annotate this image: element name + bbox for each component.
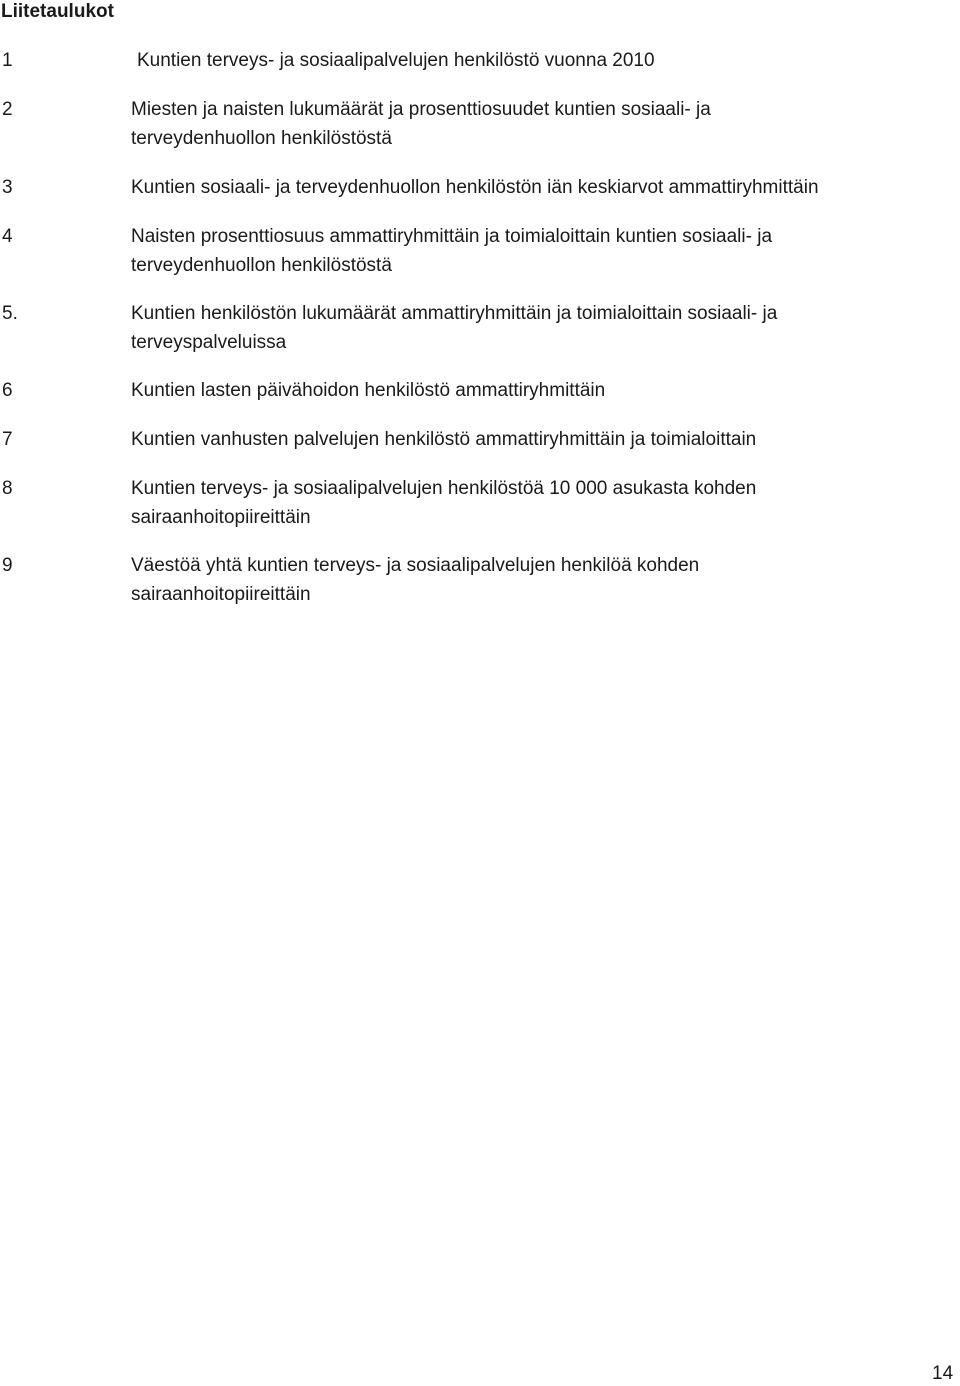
item-number: 5. <box>2 303 18 324</box>
item-number: 7 <box>2 429 13 450</box>
item-title: Naisten prosenttiosuus ammattiryhmittäin ja toimialoittain kuntien sosiaali- ja terveydenhuollon henkilöstöstä <box>131 226 773 276</box>
item-title: Kuntien sosiaali- ja terveydenhuollon henkilöstön iän keskiarvot ammattiryhmittäin <box>131 177 819 198</box>
item-title: Kuntien henkilöstön lukumäärät ammattiryhmittäin ja toimialoittain sosiaali- ja terveyspalveluissa <box>131 303 778 353</box>
page-heading: Liitetaulukot <box>1 1 114 22</box>
item-number: 4 <box>2 226 13 247</box>
item-title: Väestöä yhtä kuntien terveys- ja sosiaalipalvelujen henkilöä kohden sairaanhoitopiireittäin <box>131 555 700 605</box>
item-title: Miesten ja naisten lukumäärät ja prosenttiosuudet kuntien sosiaali- ja terveydenhuollon henkilöstöstä <box>131 99 711 149</box>
page-number: 14 <box>932 1363 954 1384</box>
item-number: 1 <box>2 50 13 71</box>
item-number: 6 <box>2 380 13 401</box>
item-title: Kuntien terveys- ja sosiaalipalvelujen henkilöstöä 10 000 asukasta kohden sairaanhoitopiireittäin <box>131 478 757 528</box>
item-number: 3 <box>2 177 13 198</box>
item-number: 2 <box>2 99 13 120</box>
item-title: Kuntien terveys- ja sosiaalipalvelujen henkilöstö vuonna 2010 <box>137 50 655 71</box>
item-number: 9 <box>2 555 13 576</box>
item-number: 8 <box>2 478 13 499</box>
item-title: Kuntien lasten päivähoidon henkilöstö ammattiryhmittäin <box>131 380 606 401</box>
item-title: Kuntien vanhusten palvelujen henkilöstö ammattiryhmittäin ja toimialoittain <box>131 429 757 450</box>
